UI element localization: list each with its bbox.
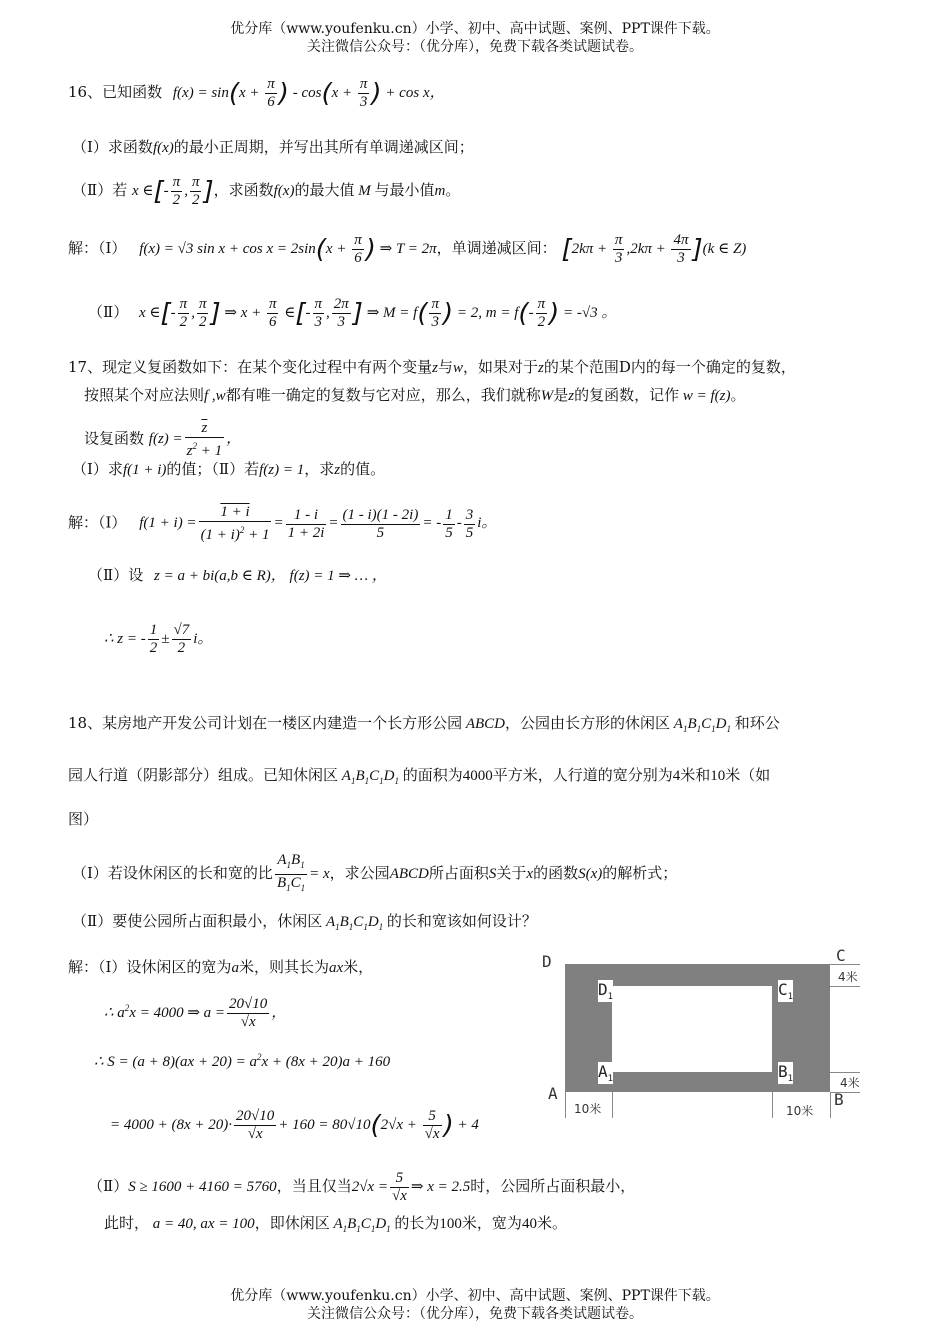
q17-parts-d: 的值。 [340, 460, 386, 478]
footer-line-2: 关注微信公众号：（优分库），免费下载各类试题试卷。 [307, 1306, 643, 1322]
q18-part2-b: 的长和宽该如何设计？ [386, 912, 537, 930]
q16-sol-interval-label: ，单调递减区间： [436, 238, 557, 257]
tick-bottom [830, 1072, 860, 1073]
q18-sol-b: 米，则其长为 [238, 958, 329, 976]
tick-right [772, 1092, 773, 1118]
q16-part2-tail1: 的最大值 [294, 180, 355, 199]
q16-stem-text: 16、已知函数 [68, 82, 163, 101]
label-D1 [598, 980, 613, 1002]
tick-top-2 [830, 986, 860, 987]
q17-line1-b: 与 [437, 358, 453, 376]
q16-fx: f(x) [152, 140, 174, 156]
q18-final-b: ，即休闲区 [254, 1214, 330, 1232]
q18-w2: 10 [710, 768, 726, 784]
q18-sol-a: 解：（Ⅰ）设休闲区的宽为 [68, 958, 232, 976]
q16-part2-tail2: 与最小值 [374, 180, 435, 199]
q17-solution-3 [104, 622, 212, 657]
q18-part2: （Ⅱ）要使公园所占面积最小，休闲区 $A_1B_1C_1D_1$ 的长和宽该如何设计？ [72, 912, 537, 932]
label-D1-letter: D [598, 980, 608, 999]
q17-line2: 按照某个对应法则f ,w都有唯一确定的复数与它对应，那么，我们就称W是z的复函数，记作 w = f(z)。 [84, 386, 746, 404]
q17-parts: （Ⅰ）求f(1 + i)的值；（Ⅱ）若f(z) = 1，求z的值。 [72, 460, 386, 478]
q18-solution-5: （Ⅱ）S ≥ 1600 + 4160 = 5760，当且仅当2√x = $\frac{5}{√x}$ ⇒ x = 2.5时，公园所占面积最小， [88, 1170, 636, 1204]
q18-line1-a: 18、某房地产开发公司计划在一楼区内建造一个长方形公园 [68, 714, 463, 732]
label-A: A [548, 1084, 558, 1103]
width-top-label: 4米 [838, 970, 858, 984]
label-B1 [778, 1062, 793, 1084]
label-B: B [834, 1090, 844, 1109]
q16-formula: f(x) = sin(x + $\frac{\pi}{6}$ ) - cos(x + $\frac{\pi}{3}$ ) + cos x， [172, 76, 445, 110]
q18-part1-e: 的函数 [533, 863, 579, 882]
q16-part1 [72, 136, 474, 159]
q18-solution-3 [94, 1046, 390, 1073]
q17-parts-a: （Ⅰ）求 [72, 460, 123, 478]
width-right-label: 10米 [786, 1104, 814, 1118]
q18-part1-d: 关于 [496, 863, 527, 882]
q18-part1: （Ⅰ）若设休闲区的长和宽的比 $\frac{A_1B_1}{B_1C_1}$ = x，求公园ABCD所占面积S关于x的函数S(x)的解析式； [72, 852, 678, 893]
q16-M: M [354, 182, 375, 199]
q17-line1-c: ，如果对于 [462, 358, 538, 376]
label-C: C [836, 946, 846, 965]
q17-sol3-formula: ∴ z = - $\frac{1}{2}$ ± $\frac{√7}{2}$ i。 [104, 622, 213, 656]
q17-def-formula: f(z) = $\frac{\overline{z}}{z^2 + 1}$ ， [148, 420, 242, 459]
label-D1-sub: 1 [607, 992, 614, 1003]
q17-line2-d: 的复函数，记作 [574, 386, 680, 404]
label-B1-sub: 1 [787, 1074, 794, 1085]
q17-line1-a: 17、现定义复函数如下：在某个变化过程中有两个变量 [68, 358, 433, 376]
q16-part2-mid: ，求函数 [213, 180, 274, 199]
q18-part1-c: 所占面积 [428, 863, 489, 882]
q18-sol2-mid: ，当且仅当 [276, 1176, 352, 1195]
q18-line1: 18、某房地产开发公司计划在一楼区内建造一个长方形公园 ABCD，公园由长方形的休闲区 $A_1B_1C_1D_1$ 和环公 [68, 714, 780, 734]
q17-line2-a: 按照某个对应法则 [84, 386, 205, 404]
q17-sol-formula: f(1 + i) = $\frac{1 + i}{(1 + i)^2 + 1}$ = $\frac{1 - i}{1 + 2i}$ = $\frac{(1 - i)(1 - 2i)}{5}$ = - $\frac{1}{5}$ - $\frac{3}{5}$ i。 [139, 504, 497, 543]
label-A1-letter: A [598, 1062, 608, 1081]
q18-line2-d: 米和 [680, 766, 711, 784]
q18-wid: 40 [521, 1216, 537, 1232]
q18-part1-f: 的解析式； [602, 863, 678, 882]
q18-solution-6: 此时， a = 40, ax = 100，即休闲区 $A_1B_1C_1D_1$ 的长为100米，宽为40米。 [104, 1214, 567, 1234]
q18-line3: 图） [68, 810, 99, 828]
q18-solution-1: 解：（Ⅰ）设休闲区的宽为a米，则其长为ax米， [68, 958, 374, 976]
q18-ratio: $\frac{A_1B_1}{B_1C_1}$ = x [276, 852, 330, 893]
width-bottom-label: 4米 [840, 1076, 860, 1090]
park-figure [540, 946, 870, 1125]
q17-sol2-label: （Ⅱ）设 [88, 566, 144, 584]
q18-final-d: 米，宽为 [461, 1214, 522, 1232]
q16-sol-label: 解：（Ⅰ） [68, 238, 127, 257]
q17-line3 [84, 420, 241, 460]
q16-sol2-label: （Ⅱ） [88, 302, 129, 321]
q17-solution-2 [88, 564, 387, 587]
label-C1-sub: 1 [787, 992, 794, 1003]
q18-solution-2 [104, 996, 286, 1031]
q16-solution-2 [88, 296, 616, 331]
q16-part1-tail: 的最小正周期，并写出其所有单调递减区间； [173, 138, 474, 156]
q17-line1-d: 的某个范围D内的每一个确定的复数， [543, 358, 796, 376]
q18-final-c: 的长为 [394, 1214, 440, 1232]
q17-sol2-formula: z = a + bi(a,b ∈ R)， f(z) = 1 ⇒ … ， [153, 568, 387, 584]
q18-line2-b: 的面积为 [402, 766, 463, 784]
q18-sol2-label: （Ⅱ） [88, 1176, 129, 1195]
label-B1-letter: B [778, 1062, 788, 1081]
q17-solution-1 [68, 504, 496, 544]
label-C1-letter: C [778, 980, 788, 999]
q17-line2-c: 是 [553, 386, 569, 404]
q18-line2: 园人行道（阴影部分）组成。已知休闲区 $A_1B_1C_1D_1$ 的面积为4000平方米，人行道的宽分别为4米和10米（如 [68, 766, 771, 786]
q18-w1: 4 [672, 768, 681, 784]
q16-sol2-formula: x ∈[- $\frac{\pi}{2}$ , $\frac{\pi}{2}$ ] ⇒ x + $\frac{\pi}{6}$ ∈[- $\frac{\pi}{3}$ , $\frac{2\pi}{3}$ ] ⇒ M = f( $\frac{\pi}{3}$ ) = 2, m = f(- $\frac{\pi}{2}$ ) = -√3 。 [138, 296, 617, 330]
q18-line2-a: 园人行道（阴影部分）组成。已知休闲区 [68, 766, 339, 784]
q16-fx2: f(x) [273, 182, 295, 199]
label-D: D [542, 952, 552, 971]
q16-part2: （Ⅱ）若 x ∈[- $\frac{\pi}{2}$ , $\frac{\pi}{2}$ ]，求函数f(x)的最大值 M 与最小值m。 [72, 174, 461, 208]
q16-solution-1 [68, 232, 746, 267]
q18-line2-c: 平方米，人行道的宽分别为 [492, 766, 673, 784]
q17-line1: 17、现定义复函数如下：在某个变化过程中有两个变量z与w，如果对于z的某个范围D内的每一个确定的复数， [68, 358, 796, 376]
q18-line2-e: 米（如 [725, 766, 771, 784]
q18-sol4-formula: = 4000 + (8x + 20)· $\frac{20√10}{√x}$ + 160 = 80√10(2√x + $\frac{5}{√x}$ ) + 4 [110, 1108, 479, 1142]
q18-line1-b: ，公园由长方形的休闲区 [505, 714, 671, 732]
tick-left [565, 1092, 566, 1118]
q17-parts-b: 的值；（Ⅱ）若 [166, 460, 260, 478]
q17-line2-b: 都有唯一确定的复数与它对应，那么，我们就称 [225, 386, 541, 404]
q16-sol-interval: [2kπ + $\frac{\pi}{3}$ ,2kπ + $\frac{4\pi}{3}$ ](k ∈ Z) [561, 232, 747, 266]
footer-line-1: 优分库（www.youfenku.cn）小学、初中、高中试题、案例、PPT课件下载。 [230, 1288, 720, 1304]
q16-m: m [434, 182, 446, 199]
q18-line1-c: 和环公 [734, 714, 780, 732]
label-A1 [598, 1062, 613, 1084]
q18-final-a: 此时， [104, 1214, 150, 1232]
q18-sol2-formula: ∴ $a^2x = 4000$ ⇒ a = $\frac{20√10}{√x}$ ， [104, 996, 287, 1030]
q17-sol-label: 解：（Ⅰ） [68, 513, 127, 532]
width-left-label: 10米 [574, 1102, 602, 1116]
q18-part1-b: ，求公园 [329, 863, 390, 882]
q18-solution-4 [110, 1108, 479, 1143]
q18-final-e: 米。 [536, 1214, 567, 1232]
q18-sol-c: 米， [343, 958, 374, 976]
label-A1-sub: 1 [607, 1074, 614, 1085]
q16-domain: x ∈[- $\frac{\pi}{2}$ , $\frac{\pi}{2}$ ] [131, 174, 214, 208]
q17-parts-c: ，求 [304, 460, 335, 478]
q18-sol2-tail: 时，公园所占面积最小， [470, 1176, 636, 1195]
tick-right-2 [830, 1092, 831, 1118]
q18-part2-a: （Ⅱ）要使公园所占面积最小，休闲区 [72, 912, 323, 930]
header-line-2: 关注微信公众号：（优分库），免费下载各类试题试卷。 [307, 39, 643, 55]
q16-sol-formula: f(x) = √3 sin x + cos x = 2sin(x + $\frac{\pi}{6}$ ) ⇒ T = 2π [139, 232, 437, 266]
tick-left-2 [612, 1092, 613, 1118]
q18-sol3-formula: ∴ $S = (a + 8)(ax + 20) = a^2x + (8x + 20)a + 160$ [94, 1052, 391, 1070]
inner-leisure-rect [612, 986, 772, 1072]
q18-len: 100 [439, 1216, 462, 1232]
q16-part1-label: （Ⅰ）求函数 [72, 138, 153, 156]
q16-part2-label: （Ⅱ）若 [72, 180, 128, 199]
q16-stem [68, 76, 445, 111]
header-line-1: 优分库（www.youfenku.cn）小学、初中、高中试题、案例、PPT课件下载。 [230, 21, 720, 37]
q17-line3-text: 设复函数 [84, 429, 145, 448]
q18-area: 4000 [462, 768, 493, 784]
q18-part1-a: （Ⅰ）若设休闲区的长和宽的比 [72, 863, 273, 882]
label-C1 [778, 980, 793, 1002]
